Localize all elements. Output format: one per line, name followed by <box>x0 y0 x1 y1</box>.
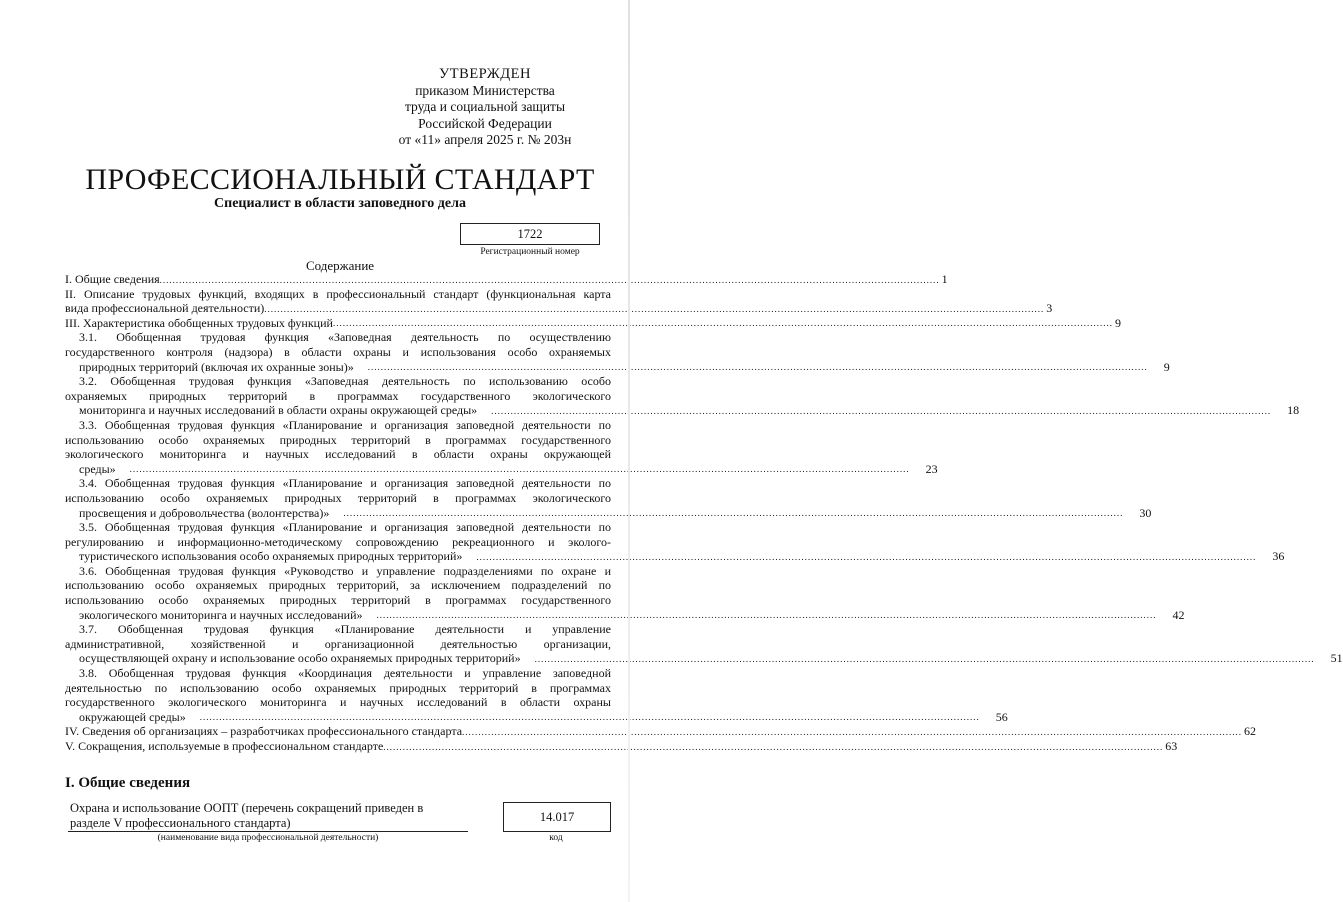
toc-entry-line: 3.6. Обобщенная трудовая функция «Руководство и управление подразделениями по охране и <box>79 563 611 578</box>
toc-entry-last-line <box>65 549 1285 564</box>
toc-entry[interactable] <box>65 330 1170 374</box>
toc-entry[interactable] <box>65 666 1008 724</box>
toc-entry[interactable] <box>65 520 1285 564</box>
toc-entry-line: 3.5. Обобщенная трудовая функция «Планирование и организация заповедной деятельности по <box>79 520 611 535</box>
toc-dot-leader <box>116 462 910 476</box>
toc-entry[interactable] <box>65 374 1300 418</box>
toc-entry-last-line <box>65 403 1300 418</box>
toc-page-number: 3 <box>1046 301 1053 316</box>
toc-entry-text: просвещения и добровольчества (волонтерства)» <box>79 505 330 520</box>
toc-entry-text: окружающей среды» <box>79 709 186 724</box>
approval-line: от «11» апреля 2025 г. № 203н <box>398 132 572 147</box>
toc-dot-leader <box>354 360 1148 374</box>
scan-edge <box>628 0 630 902</box>
toc-entry[interactable] <box>65 476 1152 520</box>
toc-entry-line: 3.8. Обобщенная трудовая функция «Координация деятельности и управление заповедной <box>79 666 611 681</box>
toc-page-number: 62 <box>1244 724 1257 739</box>
toc-page-number: 30 <box>1139 505 1152 520</box>
toc-entry-last-line <box>65 461 938 477</box>
approval-heading: УТВЕРЖДЕН <box>439 66 531 82</box>
toc-entry-text: осуществляющей охрану и использование особо охраняемых природных территорий» <box>79 651 521 666</box>
toc-entry-last-line <box>65 315 1121 331</box>
toc-entry-last-line <box>65 359 1170 375</box>
toc-dot-leader <box>329 506 1123 520</box>
document-subtitle: Специалист в области заповедного дела <box>214 196 466 211</box>
toc-entry[interactable] <box>65 272 948 287</box>
toc-entry[interactable] <box>65 739 1178 754</box>
activity-code-box: 14.017 <box>503 802 611 832</box>
toc-page-number: 18 <box>1287 403 1300 418</box>
toc-entry-line: 3.7. Обобщенная трудовая функция «Планирование деятельности и управление <box>79 622 611 637</box>
toc-entry-text: мониторинга и научных исследований в области охраны окружающей среды» <box>79 403 478 418</box>
toc-page-number: 23 <box>925 461 938 476</box>
toc-entry-line: административной, хозяйственной и организационной деятельностью организации, <box>65 636 611 651</box>
activity-kind-line: разделе V профессионального стандарта) <box>70 816 291 830</box>
toc-page-number: 51 <box>1330 651 1343 666</box>
toc-entry-last-line <box>65 301 1053 316</box>
toc-entry-last-line <box>65 709 1008 725</box>
toc-dot-leader <box>186 710 980 724</box>
toc-entry-last-line <box>65 724 1257 739</box>
registration-number-box: 1722 <box>460 223 600 245</box>
toc-entry[interactable] <box>65 315 1121 331</box>
toc-page-number: 56 <box>995 709 1008 724</box>
toc-entry-line: регулированию и информационно-методическому сопровождению рекреационного и эколого- <box>65 534 611 549</box>
toc-dot-leader <box>264 302 1044 316</box>
toc-page-number: 42 <box>1172 607 1185 622</box>
toc-page-number: 9 <box>1114 315 1121 330</box>
toc-entry[interactable] <box>65 622 1343 666</box>
table-of-contents <box>65 272 1343 754</box>
toc-entry-line: государственного экологического мониторинга и научных исследований в области охраны <box>65 695 611 710</box>
toc-entry-line: государственного контроля (надзора) в области охраны и использования особо охраняемых <box>65 344 611 359</box>
activity-code-label: код <box>549 833 563 843</box>
toc-entry-text: V. Сокращения, используемые в профессиональном стандарте <box>65 739 384 753</box>
toc-dot-leader <box>363 608 1157 622</box>
toc-entry-text: IV. Сведения об организациях – разработчиках профессионального стандарта <box>65 724 463 739</box>
toc-entry-line: использованию особо охраняемых природных территорий в программах экологического <box>65 490 611 505</box>
toc-entry-last-line <box>65 272 948 287</box>
activity-kind-label: (наименование вида профессиональной деятельности) <box>157 833 379 843</box>
toc-dot-leader <box>462 725 1242 739</box>
toc-dot-leader <box>333 316 1113 330</box>
toc-title: Содержание <box>305 258 375 273</box>
toc-entry[interactable] <box>65 286 1053 316</box>
toc-dot-leader <box>383 740 1163 754</box>
toc-entry-line: экологического мониторинга и научных исследований в области охраны окружающей <box>65 447 611 462</box>
toc-page-number: 1 <box>941 272 948 286</box>
activity-kind-line: Охрана и использование ООПТ (перечень сокращений приведен в <box>70 801 424 815</box>
toc-entry-text: туристического использования особо охраняемых природных территорий» <box>79 549 463 564</box>
toc-dot-leader <box>521 652 1315 666</box>
approval-line: приказом Министерства <box>415 82 555 98</box>
approval-line: труда и социальной защиты <box>404 99 566 114</box>
toc-entry[interactable] <box>65 563 1185 622</box>
toc-page-number: 9 <box>1163 359 1170 374</box>
registration-number-label: Регистрационный номер <box>480 247 580 257</box>
toc-entry-text: III. Характеристика обобщенных трудовых функций <box>65 315 333 330</box>
toc-entry[interactable] <box>65 724 1257 739</box>
toc-entry-text: вида профессиональной деятельности) <box>65 301 265 316</box>
toc-entry[interactable] <box>65 417 938 476</box>
toc-entry-last-line <box>65 505 1152 521</box>
approval-block <box>360 66 610 149</box>
toc-entry-line: использованию особо охраняемых природных территорий, за исключением подразделений по <box>65 578 611 593</box>
activity-kind-text <box>70 801 470 831</box>
approval-line: Российской Федерации <box>418 115 552 131</box>
toc-dot-leader <box>477 404 1271 418</box>
toc-entry-text: экологического мониторинга и научных исследований» <box>79 607 363 622</box>
toc-entry-last-line <box>65 739 1178 754</box>
toc-entry-line: деятельностью по использованию особо охраняемых природных территорий в программах <box>65 680 611 695</box>
toc-entry-line: охраняемых природных территорий в программах государственного экологического <box>65 388 611 403</box>
toc-entry-last-line <box>65 607 1185 623</box>
toc-entry-line: 3.4. Обобщенная трудовая функция «Планирование и организация заповедной деятельности по <box>79 476 611 491</box>
toc-entry-line: 3.2. Обобщенная трудовая функция «Заповедная деятельность по использованию особо <box>79 374 611 389</box>
document-title: ПРОФЕССИОНАЛЬНЫЙ СТАНДАРТ <box>85 163 595 196</box>
toc-page-number: 63 <box>1165 739 1178 753</box>
toc-entry-text: I. Общие сведения <box>65 272 160 286</box>
toc-entry-line: использованию особо охраняемых природных территорий в программах государственного <box>65 593 611 608</box>
toc-entry-line: II. Описание трудовых функций, входящих в профессиональный стандарт (функциональная карта <box>65 286 611 301</box>
toc-entry-line: 3.3. Обобщенная трудовая функция «Планирование и организация заповедной деятельности по <box>79 417 611 432</box>
toc-page-number: 36 <box>1272 549 1285 564</box>
toc-entry-line: использованию особо охраняемых природных территорий в программах государственного <box>65 432 611 447</box>
toc-entry-line: 3.1. Обобщенная трудовая функция «Заповедная деятельность по осуществлению <box>79 330 611 345</box>
toc-dot-leader <box>160 273 940 287</box>
activity-kind-underline <box>68 831 468 832</box>
toc-entry-text: природных территорий (включая их охранные зоны)» <box>79 359 354 374</box>
section-heading: I. Общие сведения <box>65 775 191 791</box>
toc-entry-text: среды» <box>79 461 116 476</box>
toc-dot-leader <box>462 550 1256 564</box>
toc-entry-last-line <box>65 651 1343 666</box>
